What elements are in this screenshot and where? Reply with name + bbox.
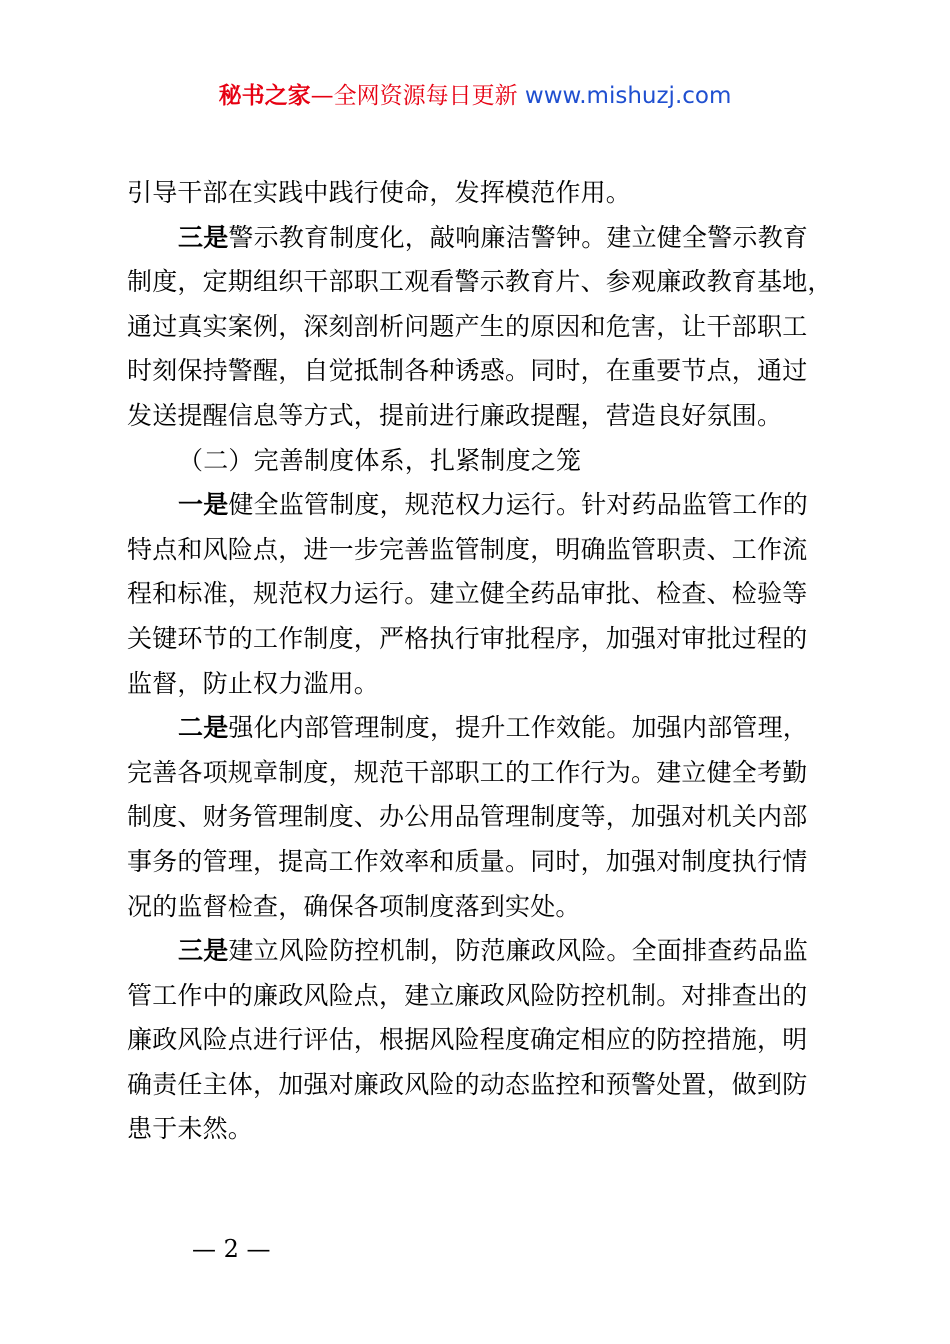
site-brand: 秘书之家 bbox=[218, 83, 311, 109]
paragraph-lead: 一是 bbox=[178, 490, 229, 520]
paragraph-lead: 三是 bbox=[178, 936, 229, 966]
text-line: 时刻保持警醒，自觉抵制各种诱惑。同时，在重要节点，通过 bbox=[127, 356, 808, 386]
text-line: 制度、财务管理制度、办公用品管理制度等，加强对机关内部 bbox=[127, 802, 808, 832]
paragraph-start-line: 一是健全监管制度，规范权力运行。针对药品监管工作的 bbox=[178, 490, 809, 520]
paragraph-lead: 二是 bbox=[178, 713, 229, 743]
text-line: 发送提醒信息等方式，提前进行廉政提醒，营造良好氛围。 bbox=[127, 400, 783, 430]
text-line: 况的监督检查，确保各项制度落到实处。 bbox=[127, 891, 581, 921]
paragraph-start-line: 三是警示教育制度化，敲响廉洁警钟。建立健全警示教育 bbox=[178, 222, 809, 252]
text-line: 确责任主体，加强对廉政风险的动态监控和预警处置，做到防 bbox=[127, 1069, 808, 1099]
text-line: 监督，防止权力滥用。 bbox=[127, 668, 380, 698]
page-number: — 2 — bbox=[192, 1235, 271, 1263]
document-body bbox=[127, 171, 867, 1152]
text-line: 管工作中的廉政风险点，建立廉政风险防控机制。对排查出的 bbox=[127, 980, 808, 1010]
site-header bbox=[0, 78, 950, 114]
text-line: 通过真实案例，深刻剖析问题产生的原因和危害，让干部职工 bbox=[127, 311, 808, 341]
text-line: 引导干部在实践中践行使命，发挥模范作用。 bbox=[127, 178, 632, 207]
section-heading: （二）完善制度体系，扎紧制度之笼 bbox=[178, 445, 582, 475]
text-line: 完善各项规章制度，规范干部职工的工作行为。建立健全考勤 bbox=[127, 757, 808, 787]
site-slogan: —全网资源每日更新 bbox=[310, 83, 518, 109]
text-line: 廉政风险点进行评估，根据风险程度确定相应的防控措施，明 bbox=[127, 1025, 808, 1055]
site-url[interactable]: www.mishuzj.com bbox=[524, 83, 732, 109]
text-line: 关键环节的工作制度，严格执行审批程序，加强对审批过程的 bbox=[127, 623, 808, 653]
paragraph-start-line: 三是建立风险防控机制，防范廉政风险。全面排查药品监 bbox=[178, 936, 809, 966]
text-line: 特点和风险点，进一步完善监管制度，明确监管职责、工作流 bbox=[127, 534, 808, 564]
text-line: 制度，定期组织干部职工观看警示教育片、参观廉政教育基地， bbox=[127, 267, 833, 297]
paragraph-start-line: 二是强化内部管理制度，提升工作效能。加强内部管理， bbox=[178, 713, 809, 743]
text-line: 患于未然。 bbox=[127, 1114, 254, 1144]
text-line: 事务的管理，提高工作效率和质量。同时，加强对制度执行情 bbox=[127, 846, 808, 876]
paragraph-lead: 三是 bbox=[178, 222, 229, 252]
text-line: 程和标准，规范权力运行。建立健全药品审批、检查、检验等 bbox=[127, 579, 808, 609]
